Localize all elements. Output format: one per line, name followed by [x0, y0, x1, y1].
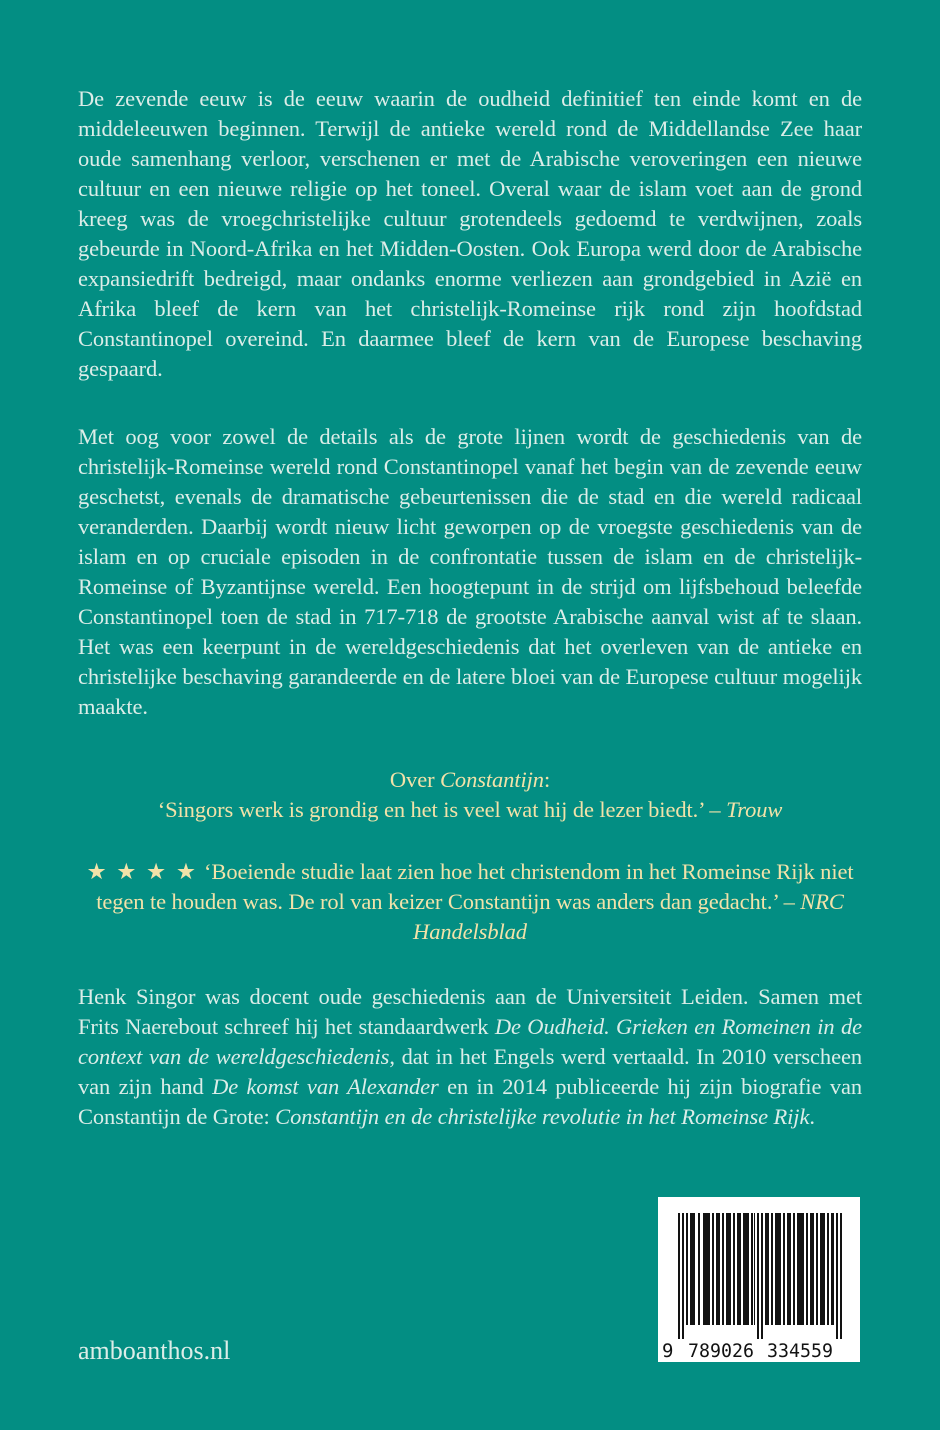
review-quote-nrc-text: ‘Boeiende studie laat zien hoe het christendom in het Romeinse Rijk niet tegen te houden was. De rol van keizer Constantijn was anders dan gedacht.’ – NRC Handelsblad [96, 859, 854, 944]
author-bio: Henk Singor was docent oude geschiedenis aan de Universiteit Leiden. Samen met Frits Naerebout schreef hij het standaardwerk De Oudheid. Grieken en Romeinen in de context van de wereldgeschiedenis, dat in het Engels werd vertaald. In 2010 verscheen van zijn hand De komst van Alexander en in 2014 publiceerde hij zijn biografie van Constantijn de Grote: Constantijn en de christelijke revolutie in het Romeinse Rijk. [78, 984, 863, 1129]
barcode-bars-icon [658, 1197, 860, 1362]
review-quote-trouw: ‘Singors werk is grondig en het is veel wat hij de lezer biedt.’ – Trouw [157, 797, 783, 822]
synopsis-paragraph-1: De zevende eeuw is de eeuw waarin de oudheid definitief ten einde komt en de middeleeuwen beginnen. Terwijl de antieke wereld rond de Middellandse Zee haar oude samenhang verloor, verschenen er met de Arabische veroveringen een nieuwe cultuur en een nieuwe religie op het toneel. Overal waar de islam voet aan de grond kreeg was de vroegchristelijke cultuur grotendeels gedoemd te verdwijnen, zoals gebeurde in Noord-Afrika en het Midden-Oosten. Ook Europa werd door de Arabische expansiedrift bedreigd, maar ondanks enorme verliezen aan grondgebied in Azië en Afrika bleef de kern van het christelijk-Romeinse rijk rond zijn hoofdstad Constantinopel overeind. En daarmee bleef de kern van de Europese beschaving gespaard. [78, 86, 862, 381]
review-nrc-block [78, 857, 862, 947]
review-quote-nrc [78, 857, 862, 947]
synopsis-paragraph-2: Met oog voor zowel de details als de grote lijnen wordt de geschiedenis van de christelijk-Romeinse wereld rond Constantinopel vanaf het begin van de zevende eeuw geschetst, evenals de dramatische gebeurtenissen die de stad en die wereld radicaal veranderden. Daarbij wordt nieuw licht geworpen op de vroegste geschiedenis van de islam en op cruciale episoden in de confrontatie tussen de islam en de christelijk-Romeinse of Byzantijnse wereld. Een hoogtepunt in de strijd om lijfsbehoud beleefde Constantinopel toen de stad in 717-718 de grootste Arabische aanval wist af te slaan. Het was een keerpunt in de wereldgeschiedenis dat het overleven van de antieke en christelijke beschaving garandeerde en de latere bloei van de Europese cultuur mogelijk maakte. [78, 424, 862, 719]
barcode-digit-lead: 9 [662, 1340, 674, 1362]
review-intro-heading: Over Constantijn: [389, 767, 551, 792]
barcode-digits-right: 334559 [767, 1340, 833, 1362]
review-trouw-block [78, 765, 862, 825]
publisher-website: amboanthos.nl [78, 1336, 231, 1365]
rating-stars-icon: ★ ★ ★ ★ [86, 859, 199, 884]
barcode-digits-left: 789026 [688, 1340, 754, 1362]
barcode [658, 1197, 860, 1362]
